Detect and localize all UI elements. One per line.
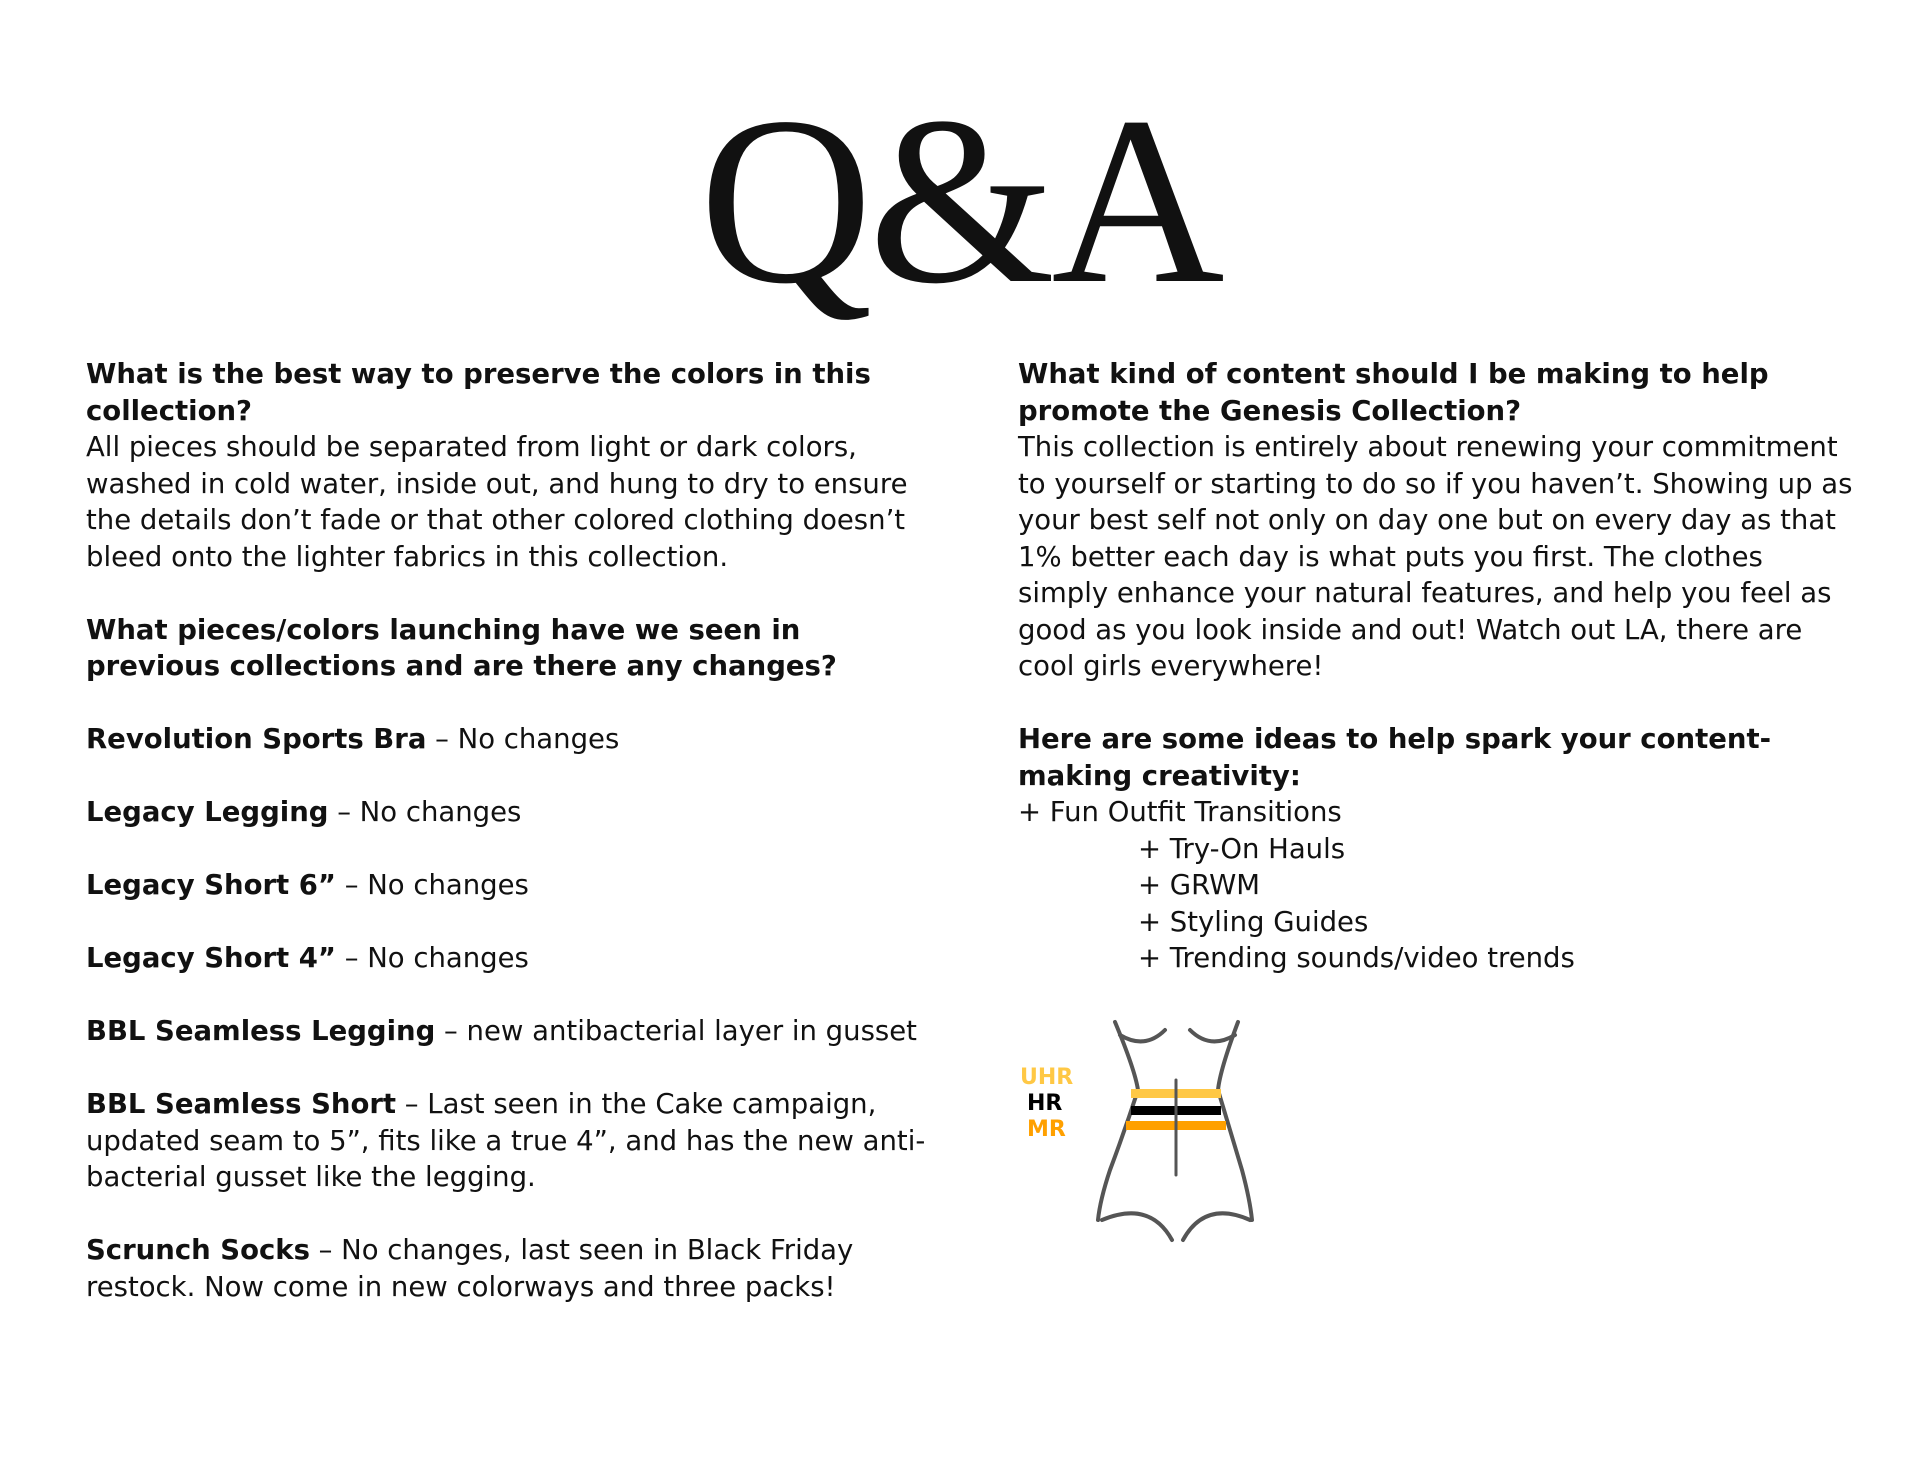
product-change: – No changes xyxy=(335,942,529,974)
idea-item: + Fun Outfit Transitions xyxy=(1018,796,1342,828)
product-item xyxy=(86,867,926,904)
label-uhr: UHR xyxy=(1020,1065,1074,1090)
left-column xyxy=(86,356,926,1305)
product-item xyxy=(86,721,926,758)
product-change: – No changes xyxy=(328,796,522,828)
idea-item: + Styling Guides xyxy=(1138,905,1369,938)
product-change: – No changes xyxy=(426,723,620,755)
product-item xyxy=(86,1086,926,1196)
torso-outline-icon xyxy=(1010,1010,1280,1260)
product-name: Scrunch Socks xyxy=(86,1234,310,1266)
product-item xyxy=(86,1232,926,1305)
rise-diagram xyxy=(1010,1010,1280,1260)
idea-item: + Try-On Hauls xyxy=(1138,832,1346,865)
product-name: Revolution Sports Bra xyxy=(86,723,427,755)
label-hr: HR xyxy=(1027,1091,1063,1116)
product-change: – new antibacterial layer in gusset xyxy=(435,1015,917,1047)
right-column xyxy=(1018,356,1858,977)
question-content: What kind of content should I be making to help promote the Genesis Collection? xyxy=(1018,358,1769,427)
product-item xyxy=(86,1013,926,1050)
answer-preserve-colors: All pieces should be separated from light or dark colors, washed in cold water, inside out, and hung to dry to ensure the details don’t fade or that other colored clothing doesn’t bleed onto the lighter fabrics in this collection. xyxy=(86,431,908,573)
idea-item: + Trending sounds/video trends xyxy=(1138,942,1575,974)
product-name: Legacy Short 6” xyxy=(86,869,336,901)
product-change: – Last seen in the Cake campaign, updated seam to 5”, fits like a true 4”, and has the new anti-bacterial gusset like the legging. xyxy=(86,1088,926,1193)
question-previous-pieces: What pieces/colors launching have we seen in previous collections and are there any changes? xyxy=(86,613,837,682)
page-title: Q&A xyxy=(699,67,1221,333)
product-name: BBL Seamless Legging xyxy=(86,1015,436,1047)
idea-item: + GRWM xyxy=(1138,869,1261,901)
question-ideas: Here are some ideas to help spark your content-making creativity: xyxy=(1018,723,1772,792)
product-item xyxy=(86,940,926,977)
question-preserve-colors: What is the best way to preserve the colors in this collection? xyxy=(86,358,871,427)
product-name: BBL Seamless Short xyxy=(86,1088,397,1120)
product-item xyxy=(86,794,926,831)
answer-content: This collection is entirely about renewing your commitment to yourself or starting to do so if you haven’t. Showing up as your best self not only on day one but on every day as that 1% better each day is what puts you first. The clothes simply enhance your natural features, and help you feel as good as you look inside and out! Watch out LA, there are cool girls everywhere! xyxy=(1018,431,1853,682)
label-mr: MR xyxy=(1027,1117,1066,1142)
product-name: Legacy Short 4” xyxy=(86,942,336,974)
product-change: – No changes, last seen in Black Friday restock. Now come in new colorways and three packs! xyxy=(86,1234,854,1303)
product-name: Legacy Legging xyxy=(86,796,329,828)
product-change: – No changes xyxy=(335,869,529,901)
